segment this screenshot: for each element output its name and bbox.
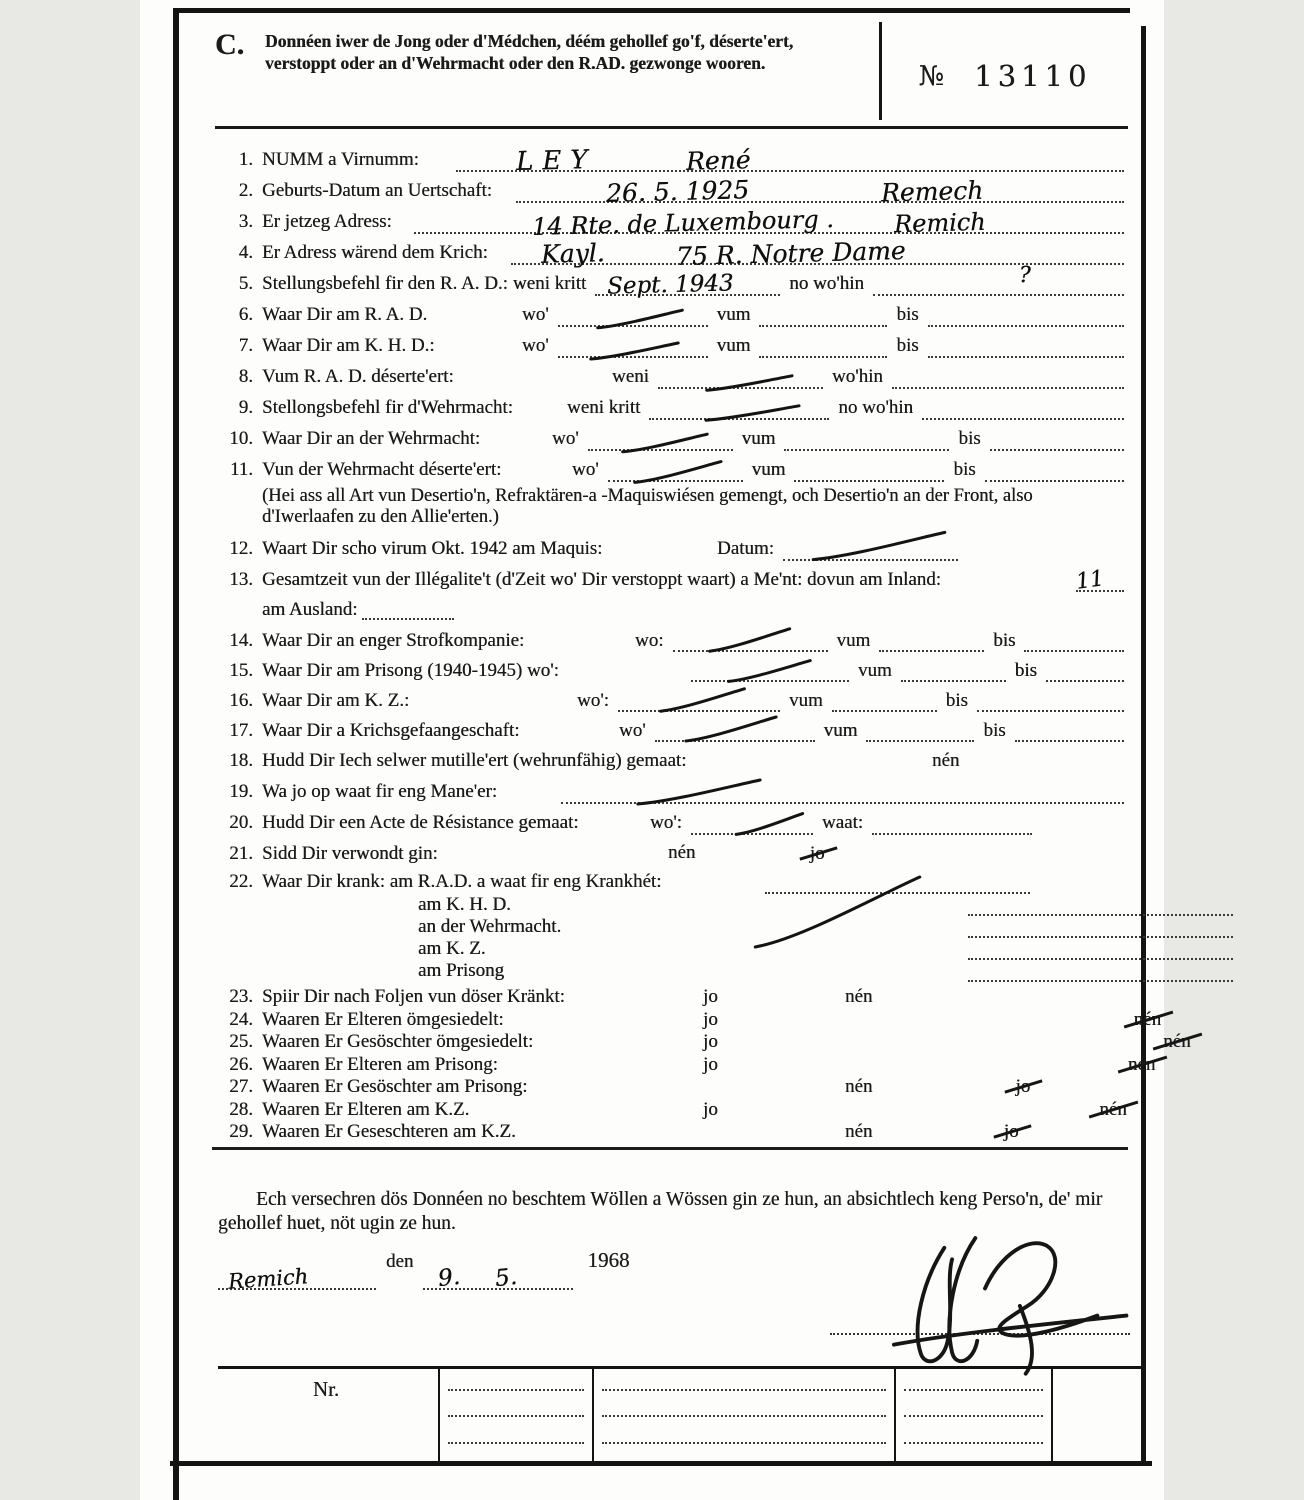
item-number: 29. <box>229 1121 253 1142</box>
dotted-field <box>968 896 1233 916</box>
dotted-field <box>904 1442 1043 1444</box>
field-label-weni: weni <box>612 366 649 387</box>
footer-cell <box>592 1369 894 1464</box>
item-label: Wa jo op waat fir eng Mane'er: <box>262 781 498 802</box>
item-label: Waaren Er Geseschteren am K.Z. <box>262 1121 516 1142</box>
item-number: 5. <box>238 273 253 294</box>
field-label-bis: bis <box>953 459 976 480</box>
item-label: Waar Dir a Krichsgefaangeschaft: <box>262 720 520 741</box>
jo-option: jo <box>703 1008 718 1030</box>
item-label: Gesamtzeit vun der Illégalite't (d'Zeit wo' Dir verstoppt waart) a Me'nt: dovun am Inland: <box>262 569 942 590</box>
slash-mark <box>634 777 764 807</box>
form-item-4 <box>215 236 1128 272</box>
item-label: Waar Dir am R. A. D. <box>262 304 428 325</box>
item-number: 18. <box>229 750 253 771</box>
item-label: Waaren Er Elteren ömgesiedelt: <box>262 1008 504 1030</box>
dotted-field <box>968 940 1233 960</box>
item-label: Vun der Wehrmacht déserte'ert: <box>262 459 502 480</box>
jo-option: jo <box>1015 1076 1031 1097</box>
dotted-field <box>968 918 1233 938</box>
slash-mark <box>726 658 813 684</box>
form-item-13 <box>215 566 1128 595</box>
jo-option: jo <box>703 1031 718 1052</box>
field-label-wo: wo': <box>650 812 682 833</box>
dotted-field <box>691 814 813 835</box>
field-label-vum: vum <box>788 690 823 711</box>
dotted-field <box>1074 566 1124 595</box>
form-item-29 <box>215 1122 1128 1142</box>
jo-option: jo <box>1003 1121 1019 1142</box>
dotted-field <box>783 540 958 561</box>
page-border-top <box>173 8 1130 13</box>
slash-mark <box>707 626 792 654</box>
page-border-left <box>173 8 179 1500</box>
item-number: 16. <box>229 690 253 711</box>
dotted-field <box>904 1415 1043 1417</box>
nen-option: nén <box>1133 1008 1162 1030</box>
form-item-20 <box>215 811 1128 835</box>
slash-mark <box>683 714 779 744</box>
dotted-field <box>879 631 984 652</box>
dotted-field <box>691 661 849 682</box>
dotted-field <box>561 783 1124 804</box>
item-number: 8. <box>238 366 253 387</box>
nen-option: nén <box>1127 1053 1156 1075</box>
field-label-waat: waat: <box>821 812 864 833</box>
dotted-field <box>595 270 780 300</box>
form-item-15 <box>215 659 1128 682</box>
slash-mark <box>595 308 685 330</box>
item-number: 15. <box>229 660 253 681</box>
item-number: 24. <box>229 1008 253 1030</box>
form-item-22-sub <box>418 960 1128 982</box>
footer-table <box>218 1366 1145 1464</box>
field-label-weni-kritt: weni kritt <box>567 397 641 418</box>
dotted-field <box>558 337 708 358</box>
dotted-field <box>928 306 1124 327</box>
item-label: Vum R. A. D. déserte'ert: <box>262 366 454 387</box>
dotted-field <box>968 962 1233 982</box>
footer-cell-empty <box>1051 1369 1145 1464</box>
field-label-bis: bis <box>993 630 1016 651</box>
page-border-bottom <box>170 1461 1152 1466</box>
item-number: 2. <box>238 180 253 201</box>
form-item-25 <box>215 1031 1191 1052</box>
section-letter: C. <box>215 28 245 61</box>
dotted-field <box>618 691 780 712</box>
dotted-field <box>928 337 1124 358</box>
dotted-field <box>901 661 1006 682</box>
dotted-field <box>362 599 454 620</box>
item-number: 10. <box>229 428 253 449</box>
handwritten-birthplace: Remech <box>880 175 984 208</box>
dotted-field <box>673 631 828 652</box>
item-number: 25. <box>229 1031 253 1052</box>
jo-option: jo <box>703 1098 718 1120</box>
header-rule <box>215 126 1128 129</box>
field-label-no-wohin: no wo'hin <box>789 273 864 294</box>
footer-cell <box>438 1369 592 1464</box>
item-number: 7. <box>238 335 253 356</box>
item-label: Waar Dir an der Wehrmacht: <box>262 428 481 449</box>
item-label: Waar Dir am K. Z.: <box>262 690 410 711</box>
dotted-field <box>1046 661 1124 682</box>
item-label: Waar Dir an enger Strofkompanie: <box>262 630 525 651</box>
handwritten-place: Remich <box>227 1264 309 1294</box>
handwritten-address: 14 Rte. de Luxembourg . <box>531 205 835 241</box>
dotted-field <box>784 430 949 451</box>
field-label-vum: vum <box>716 304 751 325</box>
date-line <box>218 1248 634 1294</box>
item-number: 11. <box>229 459 253 480</box>
item-number: 1. <box>238 149 253 170</box>
form-item-1 <box>215 144 1128 178</box>
nr-label: Nr. <box>312 1377 340 1401</box>
item-number: 19. <box>229 781 253 802</box>
field-label-wo: wo' <box>522 335 549 356</box>
field-label-wo: wo': <box>577 690 609 711</box>
nen-option: nén <box>845 986 873 1007</box>
form-item-12 <box>215 537 1128 561</box>
dotted-field <box>872 814 1032 835</box>
nen-option: nén <box>845 1076 873 1097</box>
dotted-field <box>759 337 887 358</box>
declaration-text: Ech versechren dös Donnéen no beschtem Wöllen a Wössen gin ze hun, an absichtlech keng Perso'n, de' mir gehollef huet, nöt ugin ze hun. <box>218 1188 1103 1234</box>
item-number: 9. <box>238 397 253 418</box>
handwritten-month: 5. <box>494 1263 519 1293</box>
item-number: 21. <box>229 843 253 864</box>
field-label-vum: vum <box>741 428 776 449</box>
item-number: 17. <box>229 720 253 741</box>
dotted-field <box>602 1389 886 1391</box>
dotted-field <box>588 430 733 451</box>
field-label-vum: vum <box>751 459 786 480</box>
field-label-bis: bis <box>896 304 919 325</box>
form-item-2 <box>215 175 1128 208</box>
item-label: Waaren Er Elteren am K.Z. <box>262 1098 470 1120</box>
slash-mark <box>632 459 724 485</box>
item-label: Waart Dir scho virum Okt. 1942 am Maquis: <box>262 538 603 559</box>
item-number: 22. <box>229 871 253 892</box>
field-label-wo: wo' <box>522 304 549 325</box>
item-label: Stellungsbefehl fir den R. A. D.: <box>262 273 508 294</box>
field-label-vum: vum <box>836 630 871 651</box>
item-number: 23. <box>229 986 253 1007</box>
form-item-6 <box>215 303 1128 327</box>
item-number: 27. <box>229 1076 253 1097</box>
form-item-24 <box>215 1008 1162 1030</box>
dotted-field <box>649 399 829 420</box>
jo-option: jo <box>703 986 718 1007</box>
item-number: 12. <box>229 538 253 559</box>
dotted-field <box>794 461 944 482</box>
item-label-ausland: am Ausland: <box>262 599 358 620</box>
slash-mark <box>703 404 802 422</box>
item-label: Stellongsbefehl fir d'Wehrmacht: <box>262 397 513 418</box>
dotted-field <box>516 175 1124 208</box>
slash-mark <box>620 432 710 454</box>
form-item-13b <box>215 599 1128 620</box>
slash-mark <box>588 341 681 361</box>
dotted-field <box>866 721 974 742</box>
field-label-vum: vum <box>716 335 751 356</box>
signature-area <box>830 1228 1140 1373</box>
number-symbol: № <box>918 60 945 92</box>
dotted-field <box>1015 721 1124 742</box>
nen-option: nén <box>845 1121 873 1142</box>
dotted-field <box>456 144 1124 178</box>
handwritten-war-address-town: Kayl. <box>540 238 606 269</box>
form-header <box>215 22 1128 120</box>
dotted-field <box>655 721 815 742</box>
item-label: NUMM a Virnumm: <box>262 149 419 170</box>
form-item-3 <box>215 205 1128 241</box>
item-number: 26. <box>229 1053 253 1075</box>
dotted-field <box>922 399 1124 420</box>
year-label: 1968 <box>587 1248 630 1272</box>
form-item-22 <box>215 870 1128 982</box>
field-label-weni-kritt: weni kritt <box>512 273 587 294</box>
item-label: Waar Dir am Prisong (1940-1945) wo': <box>262 660 559 681</box>
item-label: Waaren Er Gesöschter am Prisong: <box>262 1076 528 1097</box>
handwritten-war-address: 75 R. Notre Dame <box>675 236 906 272</box>
handwritten-address-town: Remich <box>893 207 986 239</box>
form-number-box <box>882 22 1128 120</box>
field-label-datum: Datum: <box>717 538 774 559</box>
dotted-field <box>985 461 1124 482</box>
form-item-5 <box>215 262 1128 300</box>
item-number: 13. <box>229 569 253 590</box>
dotted-field <box>873 262 1124 296</box>
form-item-16 <box>215 689 1128 712</box>
field-label-bis: bis <box>945 690 968 711</box>
page-border-right <box>1141 26 1146 1463</box>
dotted-field <box>892 368 1124 389</box>
item-number: 6. <box>238 304 253 325</box>
sub-label: am Prisong <box>418 960 505 981</box>
item-label: Er jetzeg Adress: <box>262 211 392 232</box>
item-label: Waar Dir krank: am R.A.D. a waat fir eng Krankhét: <box>262 871 662 892</box>
field-label-wo: wo' <box>552 428 579 449</box>
question-list <box>215 144 1191 1142</box>
nen-option: nén <box>668 842 696 863</box>
slash-mark <box>658 686 747 714</box>
field-label-wohin: wo'hin <box>831 366 883 387</box>
field-label-wo: wo' <box>572 459 599 480</box>
signature <box>830 1228 1140 1378</box>
item-label: Er Adress wärend dem Krich: <box>262 242 488 263</box>
den-label: den <box>386 1251 414 1272</box>
handwritten-day: 9. <box>437 1263 462 1293</box>
dotted-field <box>448 1415 584 1417</box>
scanned-form-page <box>140 0 1191 1500</box>
slash-mark <box>704 374 795 392</box>
dotted-field <box>414 205 1124 241</box>
large-slash-mark <box>750 874 925 950</box>
field-label-bis: bis <box>1014 660 1037 681</box>
sub-label: am K. Z. <box>418 938 486 959</box>
item-number: 28. <box>229 1098 253 1120</box>
item-label: Waaren Er Gesöschter ömgesiedelt: <box>262 1031 534 1052</box>
handwritten-name: LEY <box>515 144 597 178</box>
jo-option: jo <box>703 1053 718 1075</box>
form-item-23 <box>215 987 1128 1007</box>
dotted-field-date <box>423 1263 573 1293</box>
form-number-value: 13110 <box>974 59 1092 93</box>
dotted-field <box>602 1415 886 1417</box>
handwritten-question-mark: ? <box>1018 262 1031 289</box>
slash-mark <box>734 811 805 837</box>
form-item-8 <box>215 365 1128 389</box>
form-item-14 <box>215 629 1128 652</box>
form-item-26 <box>215 1053 1156 1075</box>
footer-cell <box>894 1369 1051 1464</box>
item-label: Waar Dir am K. H. D.: <box>262 335 435 356</box>
dotted-field <box>511 236 1124 272</box>
handwritten-firstname: René <box>685 145 751 176</box>
handwritten-months-inland: 11 <box>1074 566 1106 595</box>
form-item-7 <box>215 334 1128 358</box>
nen-option: nén <box>1099 1098 1127 1120</box>
item-11-note: (Hei ass all Art vun Desertio'n, Refraktären-a -Maquiswiésen gemengt, och Desertio'n an der Front, also d'Iwerlaafen zu den Allie'erten.) <box>262 486 1033 527</box>
field-label-wo: wo: <box>635 630 664 651</box>
form-item-11 <box>215 458 1128 482</box>
jo-option: jo <box>809 843 825 864</box>
dotted-field <box>977 691 1124 712</box>
form-item-19 <box>215 780 1128 804</box>
dotted-field <box>759 306 887 327</box>
item-label: Geburts-Datum an Uertschaft: <box>262 180 493 201</box>
form-item-9 <box>215 396 1128 420</box>
item-number: 20. <box>229 812 253 833</box>
item-label: Waaren Er Elteren am Prisong: <box>262 1053 498 1075</box>
item-label: Hudd Dir Iech selwer mutille'ert (wehrunfähig) gemaat: <box>262 750 687 771</box>
field-label-wo: wo' <box>619 720 646 741</box>
field-label-bis: bis <box>958 428 981 449</box>
item-number: 4. <box>238 242 253 263</box>
dotted-field <box>558 306 708 327</box>
dotted-field <box>832 691 937 712</box>
item-label: Hudd Dir een Acte de Résistance gemaat: <box>262 812 579 833</box>
field-label-no-wohin: no wo'hin <box>838 397 914 418</box>
field-label-vum: vum <box>858 660 892 681</box>
form-item-21 <box>215 842 1128 865</box>
dotted-field <box>990 430 1124 451</box>
item-number: 3. <box>238 211 253 232</box>
section-separator-rule <box>212 1147 1128 1150</box>
dotted-field <box>658 368 823 389</box>
form-item-10 <box>215 427 1128 451</box>
nen-option: nén <box>1163 1031 1191 1052</box>
dotted-field <box>602 1442 886 1444</box>
dotted-field <box>448 1389 584 1391</box>
dotted-field <box>904 1389 1043 1391</box>
item-number: 14. <box>229 630 253 651</box>
nen-option: nén <box>932 750 960 771</box>
footer-nr-cell <box>218 1369 438 1464</box>
dotted-field <box>1024 631 1124 652</box>
sub-label: am K. H. D. <box>418 894 511 915</box>
form-item-27 <box>215 1077 1128 1097</box>
form-item-18 <box>215 749 1128 773</box>
sub-label: an der Wehrmacht. <box>418 916 562 937</box>
handwritten-birthdate: 26. 5. 1925 <box>605 175 750 208</box>
item-label: Sidd Dir verwondt gin: <box>262 843 438 864</box>
form-item-28 <box>215 1100 1128 1120</box>
header-title: Donnéen iwer de Jong oder d'Médchen, déém gehollef go'f, déserte'ert, verstoppt oder an d'Wehrmacht oder den R.AD. gezwonge wooren. <box>265 31 794 73</box>
dotted-field <box>608 461 743 482</box>
field-label-bis: bis <box>896 335 919 356</box>
dotted-field <box>448 1442 584 1444</box>
form-item-17 <box>215 719 1128 742</box>
dotted-field-place <box>218 1264 376 1294</box>
field-label-vum: vum <box>823 720 858 741</box>
slash-mark <box>809 529 949 563</box>
handwritten-rad-order-date: Sept. 1943 <box>606 270 735 300</box>
field-label-bis: bis <box>983 720 1006 741</box>
item-label: Spiir Dir nach Foljen vun döser Kränkt: <box>262 986 565 1007</box>
